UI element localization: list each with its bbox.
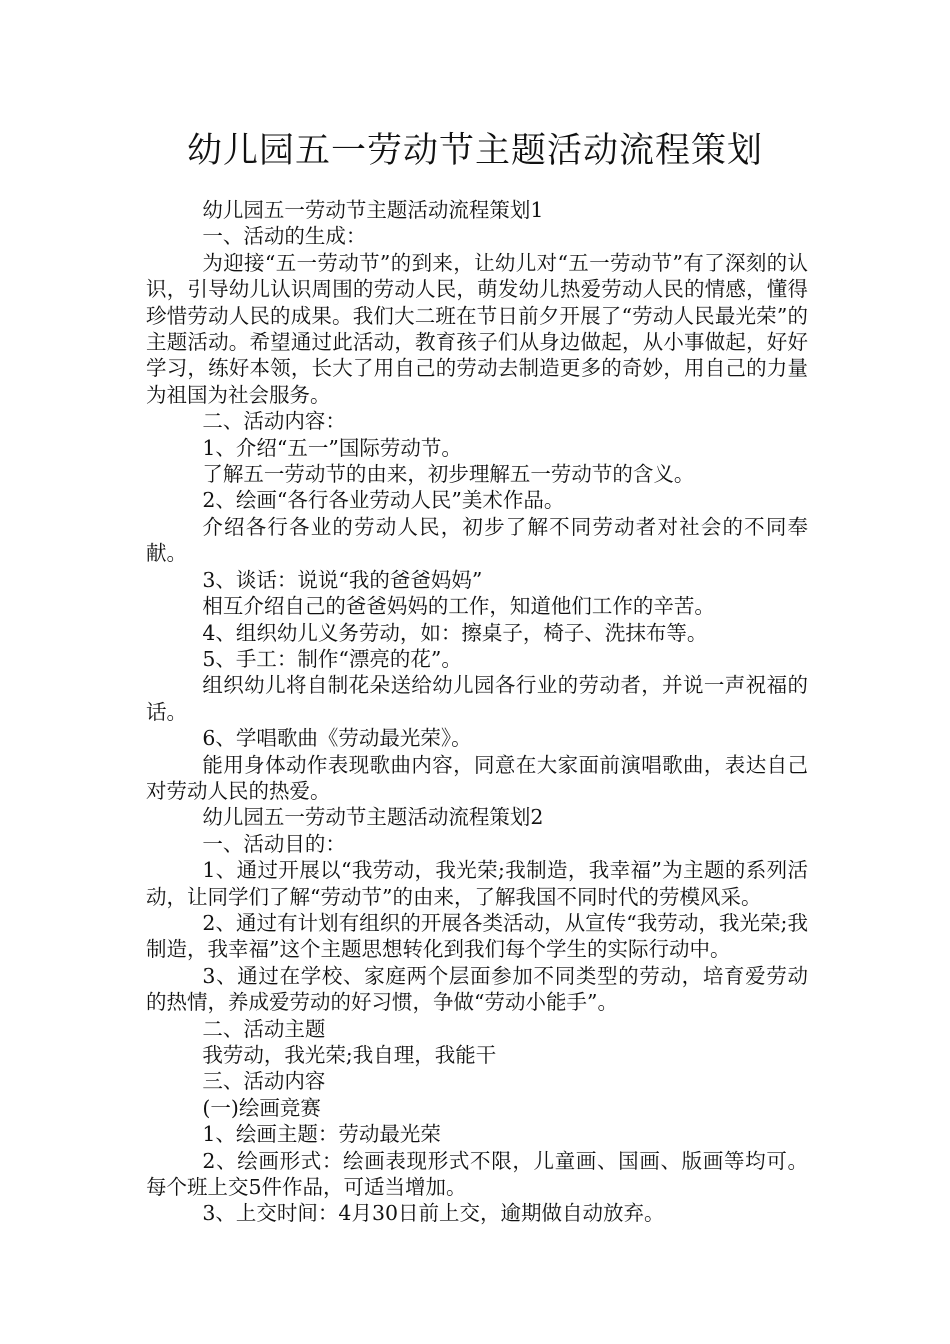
paragraph: 二、活动内容：	[202, 409, 346, 434]
paragraph: 一、活动的生成：	[202, 224, 367, 249]
document-title: 幼儿园五一劳动节主题活动流程策划	[186, 131, 763, 171]
paragraph: 三、活动内容	[202, 1069, 326, 1094]
paragraph: 了解五一劳动节的由来，初步理解五一劳动节的含义。	[202, 462, 695, 487]
paragraph: 1、绘画主题：劳动最光荣	[202, 1122, 441, 1147]
paragraph: 相互介绍自己的爸爸妈妈的工作，知道他们工作的辛苦。	[202, 594, 715, 619]
paragraph: 3、通过在学校、家庭两个层面参加不同类型的劳动，培育爱劳动的热情，养成爱劳动的好习惯，争做“劳动小能手”。	[146, 963, 808, 1015]
paragraph: 6、学唱歌曲《劳动最光荣》。	[202, 726, 472, 751]
paragraph: 5、手工：制作“漂亮的花”。	[202, 646, 462, 671]
paragraph: (一)绘画竞赛	[202, 1095, 321, 1120]
paragraph: 二、活动主题	[202, 1016, 326, 1041]
paragraph: 2、绘画“各行各业劳动人民”美术作品。	[202, 488, 565, 513]
paragraph: 我劳动，我光荣;我自理，我能干	[202, 1043, 497, 1067]
paragraph: 幼儿园五一劳动节主题活动流程策划1	[202, 198, 544, 222]
paragraph: 一、活动目的：	[202, 831, 346, 856]
paragraph: 为迎接“五一劳动节”的到来，让幼儿对“五一劳动节”有了深刻的认识，引导幼儿认识周围的劳动人民，萌发幼儿热爱劳动人民的情感，懂得珍惜劳动人民的成果。我们大二班在节日前夕开展了“劳动人民最光荣”的主题活动。希望通过此活动，教育孩子们从身边做起，从小事做起，好好学习，练好本领，长大了用自己的劳动去制造更多的奇妙，用自己的力量为祖国为社会服务。	[146, 250, 808, 407]
paragraph: 3、上交时间：4月30日前上交，逾期做自动放弃。	[202, 1201, 665, 1226]
paragraph: 1、通过开展以“我劳动，我光荣;我制造，我幸福”为主题的系列活动，让同学们了解“劳动节”的由来，了解我国不同时代的劳模风采。	[146, 858, 808, 909]
paragraph: 能用身体动作表现歌曲内容，同意在大家面前演唱歌曲，表达自己对劳动人民的热爱。	[146, 752, 808, 803]
paragraph: 3、谈话：说说“我的爸爸妈妈”	[202, 567, 483, 592]
paragraph: 4、组织幼儿义务劳动，如：擦桌子，椅子、洗抹布等。	[202, 620, 708, 645]
paragraph: 组织幼儿将自制花朵送给幼儿园各行业的劳动者，并说一声祝福的话。	[146, 673, 808, 724]
paragraph: 介绍各行各业的劳动人民，初步了解不同劳动者对社会的不同奉献。	[146, 514, 808, 566]
paragraph: 2、通过有计划有组织的开展各类活动，从宣传“我劳动，我光荣;我制造，我幸福”这个主题思想转化到我们每个学生的实际行动中。	[146, 910, 808, 962]
paragraph: 幼儿园五一劳动节主题活动流程策划2	[202, 805, 544, 830]
paragraph: 1、介绍“五一”国际劳动节。	[202, 435, 462, 460]
document-body	[146, 197, 808, 1227]
paragraph: 2、绘画形式：绘画表现形式不限，儿童画、国画、版画等均可。每个班上交5件作品，可适当增加。	[146, 1148, 808, 1200]
